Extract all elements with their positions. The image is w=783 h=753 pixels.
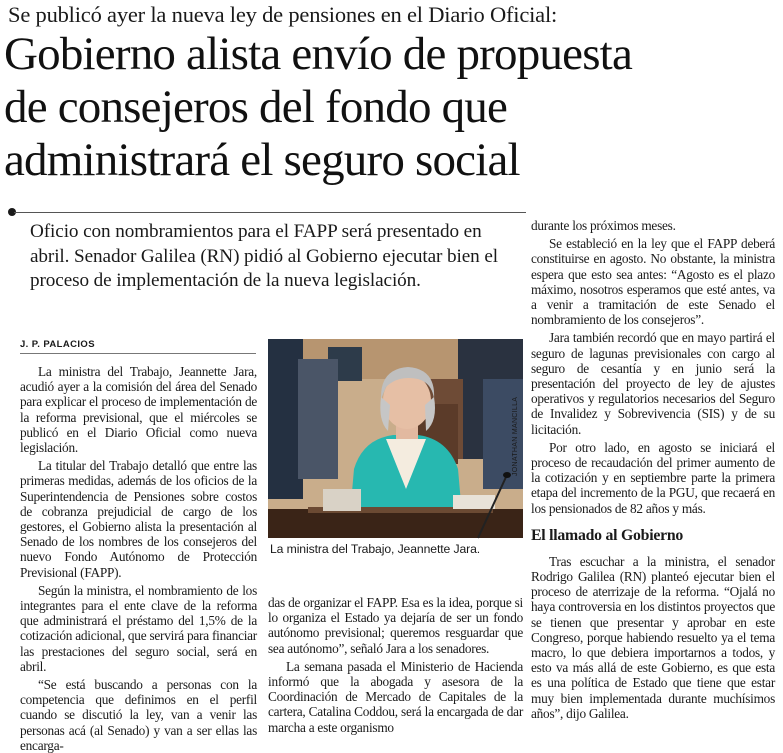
paragraph: Se estableció en la ley que el FAPP deberá constituirse en agosto. No obstante, la ministra espera que esto sea antes: “Agosto es el plazo máximo, nosotros esperamos que esté antes, va a venir a tramitación de este Senado el nombramiento de los consejeros”. [531, 236, 775, 328]
minister-photo [268, 339, 523, 538]
paragraph: La semana pasada el Ministerio de Hacienda informó que la abogada y asesora de la Coordinación de Mercado de Capitales de la cartera, Catalina Coddou, será la encargada de dar marcha a este organismo [268, 658, 523, 735]
body-column-1 [20, 364, 257, 753]
article-headline [4, 28, 779, 187]
minister-photo-illustration [268, 339, 523, 538]
photo-caption: La ministra del Trabajo, Jeannette Jara. [270, 542, 481, 556]
headline-line-3: administrará el seguro social [4, 134, 520, 186]
section-subhead: El llamado al Gobierno [531, 526, 684, 544]
headline-line-2: de consejeros del fondo que [4, 81, 508, 133]
body-column-3 [531, 218, 775, 721]
paragraph: La titular del Trabajo detalló que entre las primeras medidas, además de los oficios de la Superintendencia de Pensiones sobre costos de cobranza prejudicial de cargo de los gestores, el Gobierno alista la presentación al Senado de los nombres de los consejeros del nuevo Fondo Autónomo de Protección Previsional (FAPP). [20, 458, 257, 580]
headline-line-1: Gobierno alista envío de propuesta [4, 28, 633, 80]
byline-rule [20, 353, 256, 354]
paragraph: “Se está buscando a personas con la competencia que definimos en el perfil cuando se discutió la ley, van a venir las personas acá (al Senado) y van a ser ellas las encarga- [20, 677, 257, 753]
paragraph: Tras escuchar a la ministra, el senador Rodrigo Galilea (RN) planteó ejecutar bien el proceso de aterrizaje de la reforma. “Ojalá no haya controversia en los distintos proyectos que se tienen que presentar y aprobar en este Congreso, porque habiendo resuelto ya el tema macro, lo que debiera importarnos a todos, y esto va más allá de este Gobierno, es que esta es una política de Estado que tiene que estar muy bien implementada durante muchísimos años”, dijo Galilea. [531, 553, 775, 721]
paragraph: das de organizar el FAPP. Esa es la idea, porque si lo organiza el Estado ya dejaría de ser un fondo autónomo previsional; queremos resguardar que sea autónomo”, señaló Jara a los senadores. [268, 595, 523, 656]
byline: J. P. PALACIOS [20, 339, 95, 350]
paragraph: Por otro lado, en agosto se iniciará el proceso de recaudación del primer aumento de la cotización y en septiembre parte la primera etapa del incremento de la PGU, que recaerá en los pensionados de 82 años y más. [531, 439, 775, 516]
deck-rule [14, 212, 526, 213]
paragraph: Según la ministra, el nombramiento de los integrantes para el ente clave de la reforma que administrará el préstamo del 1,5% de la cotización adicional, que servirá para financiar las prestaciones del seguro social, será en abril. [20, 582, 257, 674]
paragraph: durante los próximos meses. [531, 218, 676, 233]
article-kicker: Se publicó ayer la nueva ley de pensiones en el Diario Oficial: [8, 2, 558, 27]
body-column-2 [268, 595, 523, 735]
byline-block [20, 339, 256, 354]
paragraph: Jara también recordó que en mayo partirá el seguro de lagunas previsionales con cargo al seguro de cesantía y en junio será la presentación del proyecto de ley de ajustes operativos y regulatorios necesarios del Seguro de Invalidez y Sobrevivencia (SIS) y de su licitación. [531, 330, 775, 437]
article-deck: Oficio con nombramientos para el FAPP será presentado en abril. Senador Galilea (RN) pidió al Gobierno ejecutar bien el proceso de implementación de la nueva legislación. [30, 221, 498, 292]
photo-credit: JONATHAN MANCILLA [512, 396, 519, 476]
paragraph: La ministra del Trabajo, Jeannette Jara, acudió ayer a la comisión del área del Senado para explicar el proceso de implementación de la reforma previsional, que el miércoles se publicó en el Diario Oficial como nueva legislación. [20, 364, 257, 456]
